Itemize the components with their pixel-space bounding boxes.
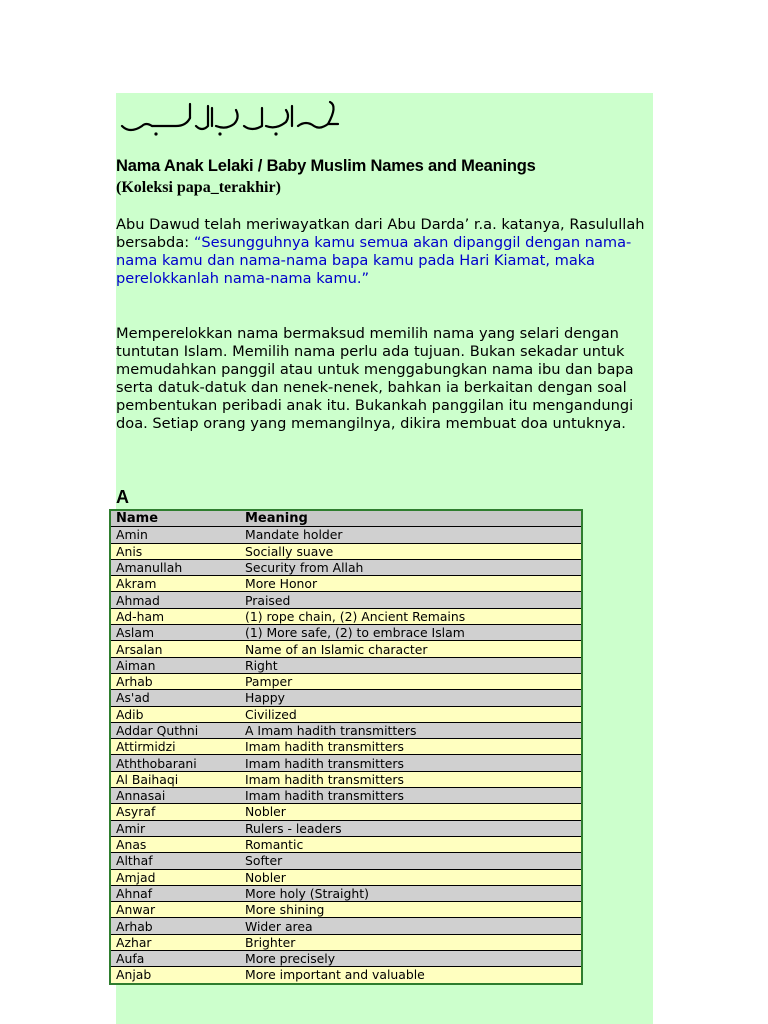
meaning-cell: Brighter — [240, 934, 582, 950]
bismillah-calligraphy — [116, 96, 346, 142]
name-cell: Althaf — [110, 853, 240, 869]
meaning-cell: (1) More safe, (2) to embrace Islam — [240, 625, 582, 641]
table-row — [110, 559, 582, 575]
table-row — [110, 934, 582, 950]
name-cell: Arhab — [110, 918, 240, 934]
table-row — [110, 885, 582, 901]
name-cell: Attirmidzi — [110, 739, 240, 755]
intro-paragraph — [116, 216, 656, 288]
name-cell: Aslam — [110, 625, 240, 641]
name-cell: Amanullah — [110, 559, 240, 575]
meaning-cell: Rulers - leaders — [240, 820, 582, 836]
meaning-cell: Romantic — [240, 836, 582, 852]
table-row — [110, 967, 582, 984]
meaning-cell: Nobler — [240, 804, 582, 820]
name-cell: Ad-ham — [110, 608, 240, 624]
table-row — [110, 657, 582, 673]
name-cell: Arsalan — [110, 641, 240, 657]
table-row — [110, 592, 582, 608]
meaning-cell: Imam hadith transmitters — [240, 739, 582, 755]
table-row — [110, 673, 582, 689]
table-row — [110, 641, 582, 657]
meaning-cell: More Honor — [240, 576, 582, 592]
name-cell: Ahmad — [110, 592, 240, 608]
meaning-cell: Security from Allah — [240, 559, 582, 575]
name-cell: As'ad — [110, 690, 240, 706]
meaning-cell: More shining — [240, 902, 582, 918]
meaning-cell: Softer — [240, 853, 582, 869]
hadith-quote: “Sesungguhnya kamu semua akan dipanggil dengan nama-nama kamu dan nama-nama bapa kamu pada Hari Kiamat, maka perelokkanlah nama-nama kamu.” — [116, 234, 632, 287]
name-cell: Amir — [110, 820, 240, 836]
table-row — [110, 771, 582, 787]
table-row — [110, 820, 582, 836]
page-subtitle: (Koleksi papa_terakhir) — [116, 179, 281, 196]
name-cell: Anwar — [110, 902, 240, 918]
table-row — [110, 527, 582, 543]
meaning-cell: Pamper — [240, 673, 582, 689]
table-row — [110, 836, 582, 852]
intro-text: Abu Dawud telah meriwayatkan dari Abu Darda’ r.a. katanya, Rasulullah bersabda: — [116, 216, 645, 251]
meaning-cell: Imam hadith transmitters — [240, 771, 582, 787]
table-row — [110, 739, 582, 755]
meaning-cell: Right — [240, 657, 582, 673]
table-row — [110, 608, 582, 624]
name-cell: Annasai — [110, 788, 240, 804]
name-cell: Al Baihaqi — [110, 771, 240, 787]
name-cell: Anjab — [110, 967, 240, 984]
meaning-cell: Happy — [240, 690, 582, 706]
name-cell: Azhar — [110, 934, 240, 950]
table-row — [110, 706, 582, 722]
meaning-cell: Imam hadith transmitters — [240, 788, 582, 804]
name-cell: Ahnaf — [110, 885, 240, 901]
name-cell: Asyraf — [110, 804, 240, 820]
name-cell: Anis — [110, 543, 240, 559]
name-cell: Aththobarani — [110, 755, 240, 771]
table-row — [110, 722, 582, 738]
meaning-cell: Wider area — [240, 918, 582, 934]
meaning-cell: (1) rope chain, (2) Ancient Remains — [240, 608, 582, 624]
meaning-cell: A Imam hadith transmitters — [240, 722, 582, 738]
table-row — [110, 951, 582, 967]
table-row — [110, 625, 582, 641]
table-row — [110, 804, 582, 820]
names-table — [109, 509, 583, 985]
table-row — [110, 853, 582, 869]
table-row — [110, 690, 582, 706]
table-row — [110, 755, 582, 771]
meaning-cell: Name of an Islamic character — [240, 641, 582, 657]
name-cell: Aufa — [110, 951, 240, 967]
table-row — [110, 543, 582, 559]
name-cell: Aiman — [110, 657, 240, 673]
meaning-cell: Socially suave — [240, 543, 582, 559]
name-cell: Akram — [110, 576, 240, 592]
name-cell: Addar Quthni — [110, 722, 240, 738]
meaning-cell: Mandate holder — [240, 527, 582, 543]
table-row — [110, 902, 582, 918]
section-letter: A — [116, 487, 129, 507]
name-cell: Amin — [110, 527, 240, 543]
table-row — [110, 576, 582, 592]
name-cell: Anas — [110, 836, 240, 852]
meaning-cell: More precisely — [240, 951, 582, 967]
page-title: Nama Anak Lelaki / Baby Muslim Names and Meanings — [116, 157, 536, 175]
meaning-cell: Praised — [240, 592, 582, 608]
meaning-cell: Civilized — [240, 706, 582, 722]
header-meaning: Meaning — [240, 510, 582, 527]
table-row — [110, 788, 582, 804]
explanation-paragraph: Memperelokkan nama bermaksud memilih nama yang selari dengan tuntutan Islam. Memilih nama perlu ada tujuan. Bukan sekadar untuk memudahkan panggil atau untuk menggabungkan nama ibu dan bapa serta datuk-datuk dan nenek-nenek, bahkan ia berkaitan dengan soal pembentukan peribadi anak itu. Bukankah panggilan itu mengandungi doa. Setiap orang yang memangilnya, dikira membuat doa untuknya. — [116, 325, 634, 432]
name-cell: Arhab — [110, 673, 240, 689]
name-cell: Amjad — [110, 869, 240, 885]
table-row — [110, 918, 582, 934]
table-header-row — [110, 510, 582, 527]
name-cell: Adib — [110, 706, 240, 722]
meaning-cell: More important and valuable — [240, 967, 582, 984]
table-row — [110, 869, 582, 885]
header-name: Name — [110, 510, 240, 527]
meaning-cell: More holy (Straight) — [240, 885, 582, 901]
meaning-cell: Nobler — [240, 869, 582, 885]
meaning-cell: Imam hadith transmitters — [240, 755, 582, 771]
